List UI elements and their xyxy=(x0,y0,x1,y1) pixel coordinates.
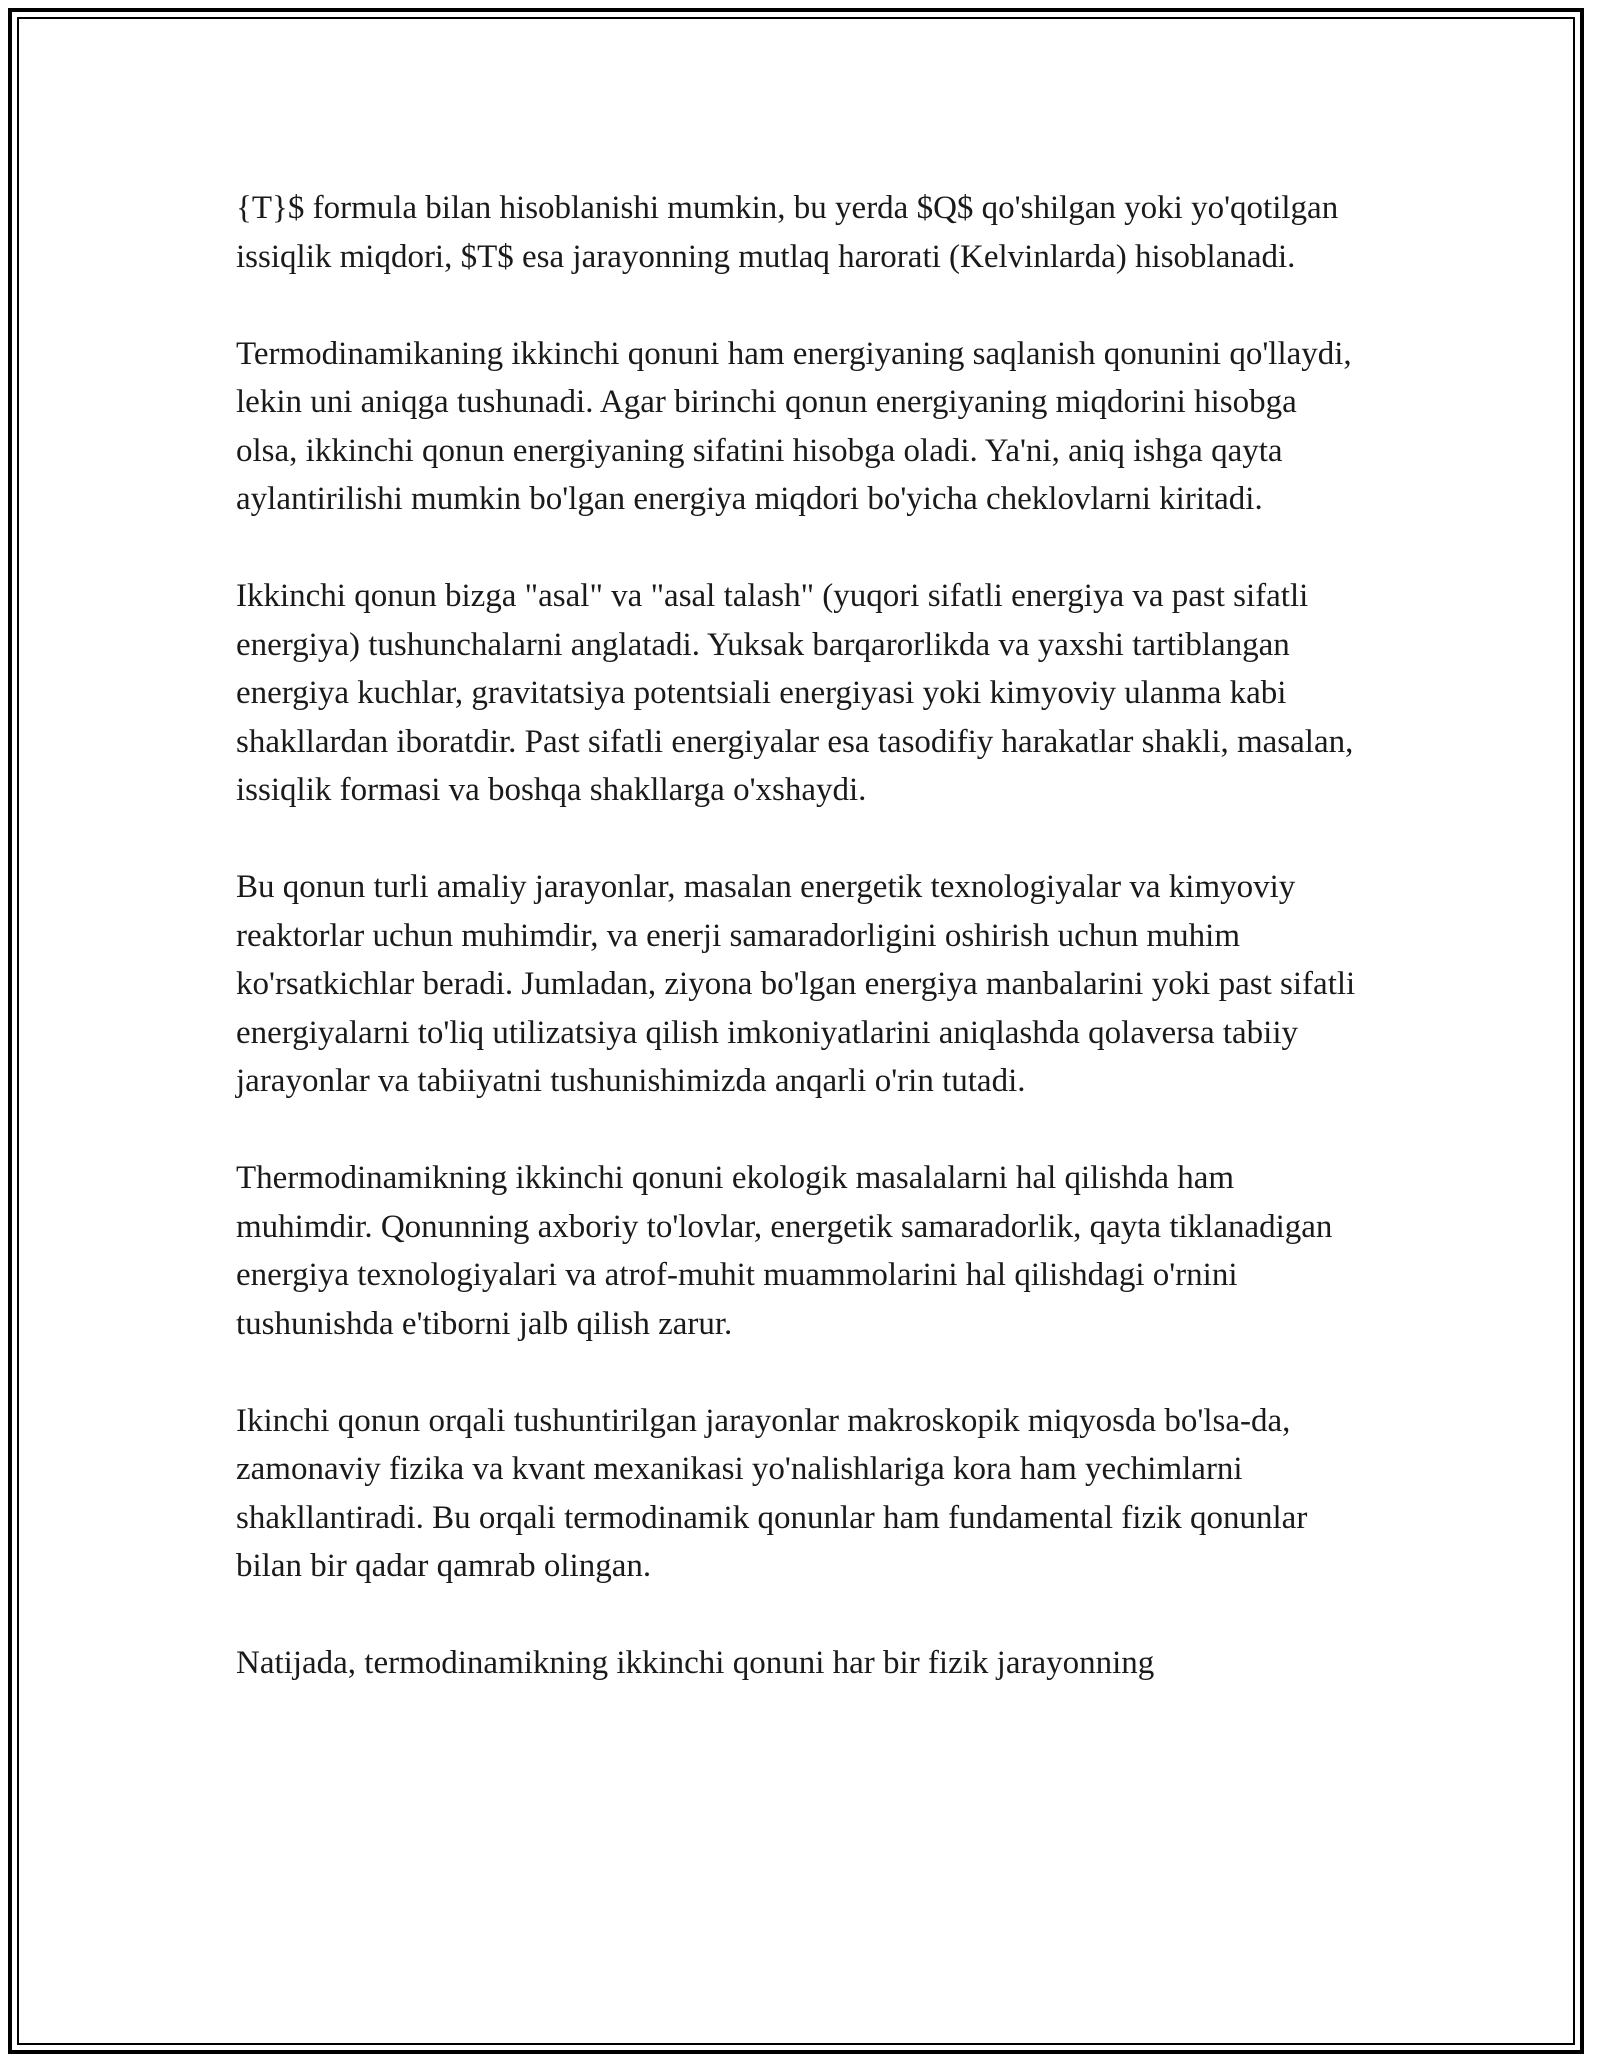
paragraph-5: Thermodinamikning ikkinchi qonuni ekologik masalalarni hal qilishda ham muhimdir. Qonunning axboriy to'lovlar, energetik samaradorlik, qayta tiklanadigan energiya texnologiyalari va atrof-muhit muammolarini hal qilishdagi o'rnini tushunishda e'tiborni jalb qilish zarur. xyxy=(236,1160,1333,1342)
paragraph-3: Ikkinchi qonun bizga "asal" va "asal talash" (yuqori sifatli energiya va past sifatli energiya) tushunchalarni anglatadi. Yuksak barqarorlikda va yaxshi tartiblangan energiya kuchlar, gravitatsiya potentsiali energiyasi yoki kimyoviy ulanma kabi shakllardan iboratdir. Past sifatli energiyalar esa tasodifiy harakatlar shakli, masalan, issiqlik formasi va boshqa shakllarga o'xshaydi. xyxy=(236,578,1354,808)
paragraph-6: Ikinchi qonun orqali tushuntirilgan jarayonlar makroskopik miqyosda bo'lsa-da, zamonaviy fizika va kvant mexanikasi yo'nalishlariga kora ham yechimlarni shakllantiradi. Bu orqali termodinamik qonunlar ham fundamental fizik qonunlar bilan bir qadar qamrab olingan. xyxy=(236,1402,1308,1584)
paragraph-4: Bu qonun turli amaliy jarayonlar, masalan energetik texnologiyalar va kimyoviy reaktorlar uchun muhimdir, va enerji samaradorligini oshirish uchun muhim ko'rsatkichlar beradi. Jumladan, ziyona bo'lgan energiya manbalarini yoki past sifatli energiyalarni to'liq utilizatsiya qilish imkoniyatlarini aniqlashda qolaversa tabiiy jarayonlar va tabiiyatni tushunishimizda anqarli o'rin tutadi. xyxy=(236,869,1356,1099)
paragraph-1: {T}$ formula bilan hisoblanishi mumkin, bu yerda $Q$ qo'shilgan yoki yo'qotilgan issiqlik miqdori, $T$ esa jarayonning mutlaq harorati (Kelvinlarda) hisoblanadi. xyxy=(236,190,1339,275)
paragraph-7: Natijada, termodinamikning ikkinchi qonuni har bir fizik jarayonning xyxy=(236,1645,1155,1681)
paragraph-2: Termodinamikaning ikkinchi qonuni ham energiyaning saqlanish qonunini qo'llaydi, lekin uni aniqga tushunadi. Agar birinchi qonun energiyaning miqdorini hisobga olsa, ikkinchi qonun energiyaning sifatini hisobga oladi. Ya'ni, aniq ishga qayta aylantirilishi mumkin bo'lgan energiya miqdori bo'yicha cheklovlarni kiritadi. xyxy=(236,335,1352,517)
document-body xyxy=(236,184,1366,1736)
